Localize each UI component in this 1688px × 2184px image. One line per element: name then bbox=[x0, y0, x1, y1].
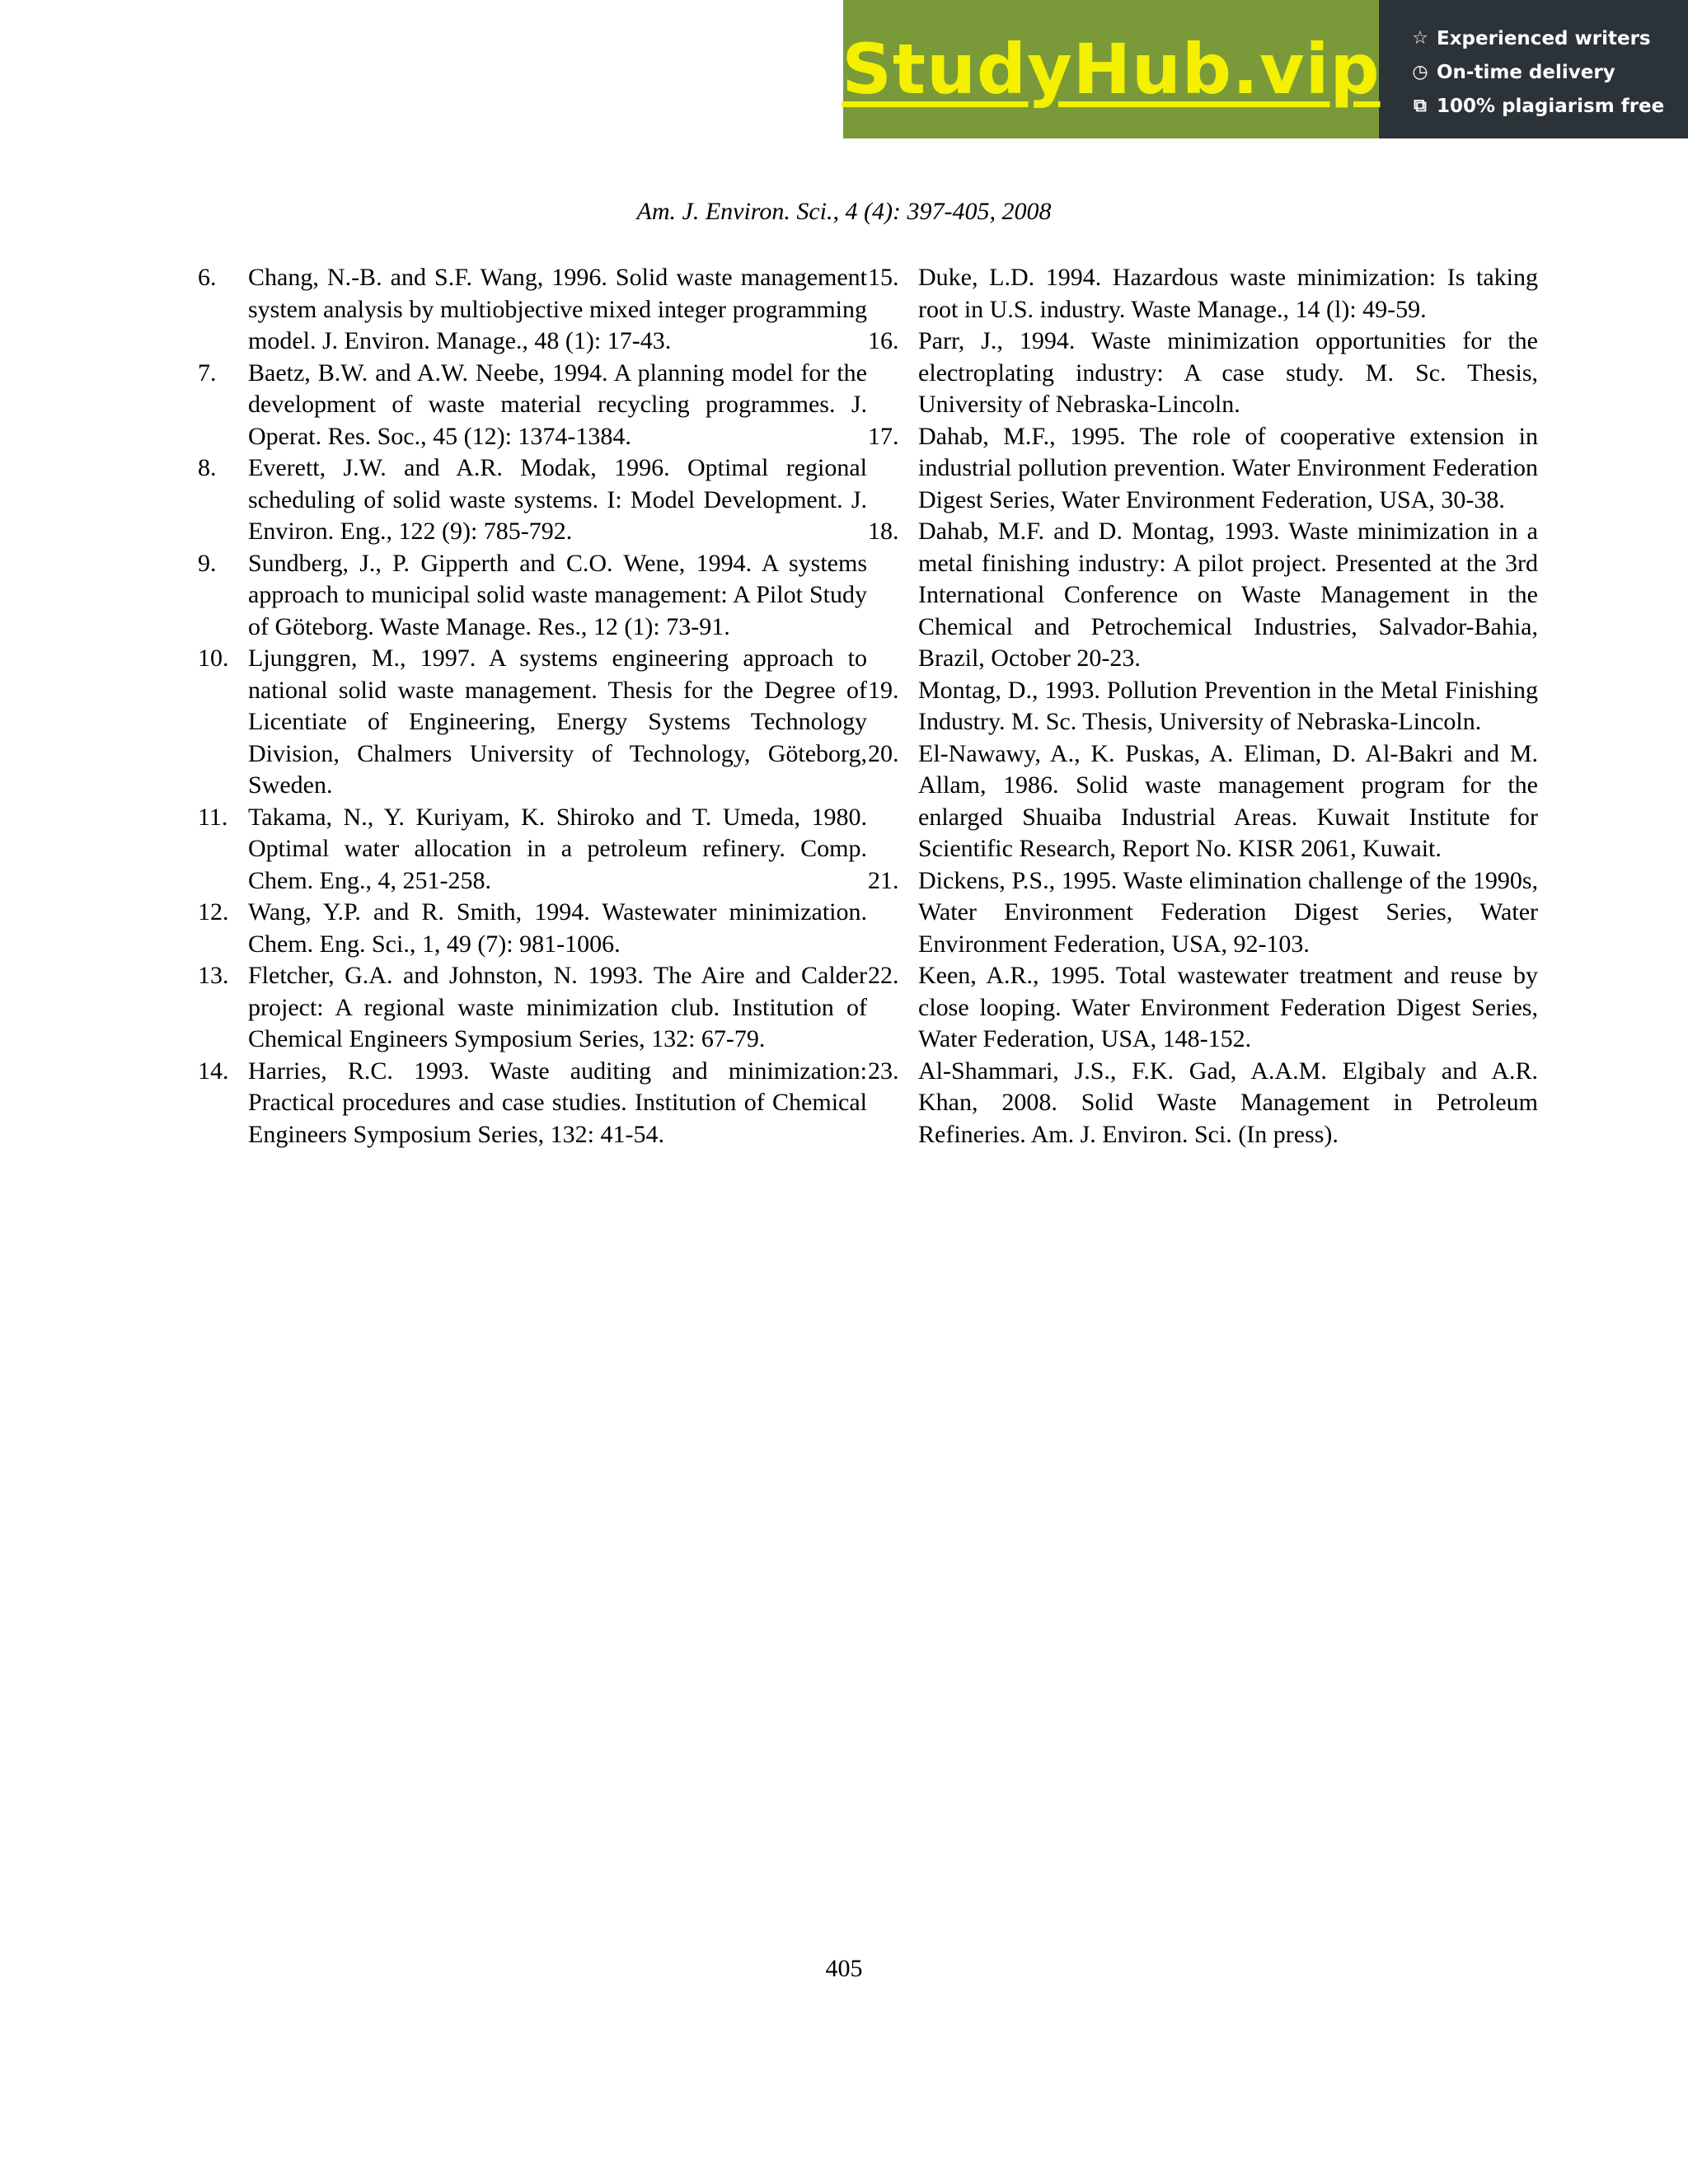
reference-text: Dickens, P.S., 1995. Waste elimination challenge of the 1990s, Water Environment Federation Digest Series, Water Environment Federation, USA, 92-103. bbox=[918, 866, 1538, 958]
reference-text: El-Nawawy, A., K. Puskas, A. Eliman, D. Al-Bakri and M. Allam, 1986. Solid waste management program for the enlarged Shuaiba Industrial Areas. Kuwait Institute for Scientific Research, Report No. KISR 2061, Kuwait. bbox=[918, 739, 1538, 862]
reference-text: Fletcher, G.A. and Johnston, N. 1993. The Aire and Calder project: A regional waste minimization club. Institution of Chemical Engineers Symposium Series, 132: 67-79. bbox=[248, 962, 867, 1052]
reference-item bbox=[198, 262, 917, 358]
reference-number: 22. bbox=[868, 962, 899, 989]
reference-item bbox=[198, 897, 917, 960]
references-left-column bbox=[198, 262, 917, 1151]
reference-item bbox=[868, 1056, 1587, 1151]
clock-icon: ◷ bbox=[1412, 62, 1428, 82]
reference-item bbox=[198, 358, 917, 453]
feature-item bbox=[1409, 21, 1664, 55]
reference-item bbox=[198, 802, 917, 898]
feature-item bbox=[1409, 89, 1664, 123]
reference-number: 23. bbox=[868, 1057, 899, 1085]
reference-text: Parr, J., 1994. Waste minimization opportunities for the electroplating industry: A case study. M. Sc. Thesis, University of Nebraska-Lincoln. bbox=[918, 327, 1538, 418]
references-right-column bbox=[868, 262, 1587, 1151]
reference-number: 21. bbox=[868, 866, 899, 894]
reference-text: Keen, A.R., 1995. Total wastewater treatment and reuse by close looping. Water Environment Federation Digest Series, Water Federation, USA, 148-152. bbox=[918, 962, 1538, 1052]
reference-text: Chang, N.-B. and S.F. Wang, 1996. Solid waste management system analysis by multiobjective mixed integer programming model. J. Environ. Manage., 48 (1): 17-43. bbox=[248, 264, 867, 354]
reference-text: Harries, R.C. 1993. Waste auditing and minimization: Practical procedures and case studies. Institution of Chemical Engineers Symposium Series, 132: 41-54. bbox=[248, 1057, 867, 1148]
reference-number: 16. bbox=[868, 327, 899, 354]
feature-item bbox=[1409, 55, 1664, 89]
reference-item bbox=[868, 262, 1587, 326]
reference-text: Wang, Y.P. and R. Smith, 1994. Wastewater minimization. Chem. Eng. Sci., 1, 49 (7): 981-1006. bbox=[248, 898, 867, 958]
reference-item bbox=[198, 1056, 917, 1151]
running-head: Am. J. Environ. Sci., 4 (4): 397-405, 2008 bbox=[636, 198, 1052, 225]
reference-number: 19. bbox=[868, 676, 899, 704]
page-number: 405 bbox=[825, 1955, 863, 1982]
feature-label: Experienced writers bbox=[1437, 27, 1651, 49]
reference-number: 11. bbox=[198, 803, 228, 831]
reference-number: 7. bbox=[198, 359, 217, 387]
reference-text: Sundberg, J., P. Gipperth and C.O. Wene, 1994. A systems approach to municipal solid waste management: A Pilot Study of Göteborg. Waste Manage. Res., 12 (1): 73-91. bbox=[248, 549, 867, 640]
reference-text: Duke, L.D. 1994. Hazardous waste minimization: Is taking root in U.S. industry. Waste Manage., 14 (l): 49-59. bbox=[918, 264, 1538, 323]
copy-icon: ⧉ bbox=[1414, 96, 1427, 116]
ad-banner[interactable] bbox=[843, 0, 1688, 138]
reference-item bbox=[868, 960, 1587, 1056]
reference-text: Dahab, M.F., 1995. The role of cooperative extension in industrial pollution prevention. Water Environment Federation Digest Series, Water Environment Federation, USA, 30-38. bbox=[918, 422, 1538, 513]
studyhub-logo[interactable] bbox=[843, 0, 1379, 138]
feature-label: On-time delivery bbox=[1437, 61, 1615, 83]
reference-text: Ljunggren, M., 1997. A systems engineering approach to national solid waste management. Thesis for the Degree of Licentiate of Engineering, Energy Systems Technology Division, Chalmers University of Technology, Göteborg, Sweden. bbox=[248, 644, 867, 799]
star-icon: ☆ bbox=[1412, 28, 1428, 49]
reference-number: 15. bbox=[868, 264, 899, 291]
reference-text: Montag, D., 1993. Pollution Prevention in the Metal Finishing Industry. M. Sc. Thesis, University of Nebraska-Lincoln. bbox=[918, 676, 1538, 735]
reference-number: 14. bbox=[198, 1057, 229, 1085]
reference-item bbox=[198, 643, 917, 802]
reference-number: 17. bbox=[868, 422, 899, 450]
reference-item bbox=[868, 421, 1587, 517]
reference-number: 20. bbox=[868, 739, 899, 767]
reference-text: Takama, N., Y. Kuriyam, K. Shiroko and T. Umeda, 1980. Optimal water allocation in a petroleum refinery. Comp. Chem. Eng., 4, 251-258. bbox=[248, 803, 867, 894]
logo-text: StudyHub.vip bbox=[842, 29, 1381, 110]
reference-number: 10. bbox=[198, 644, 229, 672]
reference-item bbox=[868, 675, 1587, 738]
reference-number: 8. bbox=[198, 454, 217, 481]
reference-number: 9. bbox=[198, 549, 217, 577]
reference-number: 12. bbox=[198, 898, 229, 926]
reference-text: Dahab, M.F. and D. Montag, 1993. Waste minimization in a metal finishing industry: A pilot project. Presented at the 3rd International Conference on Waste Management in the Chemical and Petrochemical Industries, Salvador-Bahia, Brazil, October 20-23. bbox=[918, 518, 1538, 672]
reference-text: Al-Shammari, J.S., F.K. Gad, A.A.M. Elgibaly and A.R. Khan, 2008. Solid Waste Management in Petroleum Refineries. Am. J. Environ. Sci. (In press). bbox=[918, 1057, 1538, 1148]
reference-number: 18. bbox=[868, 518, 899, 545]
reference-item bbox=[868, 865, 1587, 961]
reference-item bbox=[198, 452, 917, 548]
reference-item bbox=[198, 960, 917, 1056]
feature-label: 100% plagiarism free bbox=[1437, 95, 1665, 117]
reference-text: Everett, J.W. and A.R. Modak, 1996. Optimal regional scheduling of solid waste systems. I: Model Development. J. Environ. Eng., 122 (9): 785-792. bbox=[248, 454, 867, 545]
reference-item bbox=[868, 516, 1587, 675]
reference-number: 13. bbox=[198, 962, 229, 989]
reference-item bbox=[198, 548, 917, 644]
reference-text: Baetz, B.W. and A.W. Neebe, 1994. A planning model for the development of waste material recycling programmes. J. Operat. Res. Soc., 45 (12): 1374-1384. bbox=[248, 359, 867, 450]
banner-features bbox=[1409, 21, 1664, 123]
reference-item bbox=[868, 738, 1587, 865]
reference-item bbox=[868, 326, 1587, 421]
reference-number: 6. bbox=[198, 264, 217, 291]
